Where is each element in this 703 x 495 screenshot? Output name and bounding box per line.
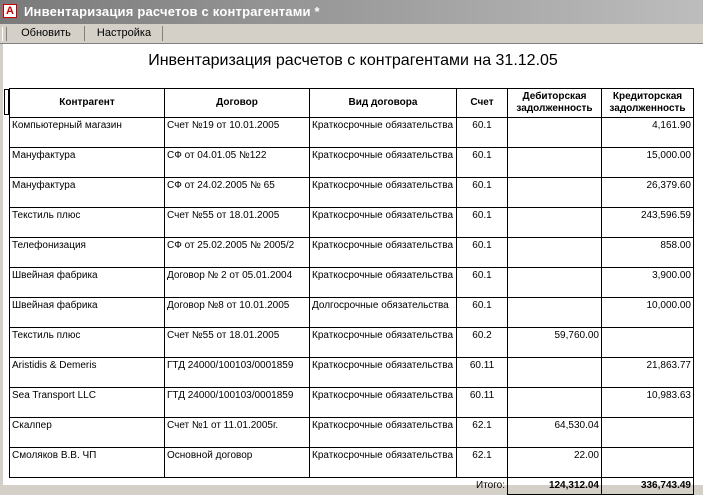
- table-row[interactable]: [10, 388, 694, 418]
- cell-credit[interactable]: 10,000.00: [602, 298, 694, 328]
- inventory-table: [9, 88, 694, 495]
- cell-account[interactable]: 62.1: [457, 418, 508, 448]
- header-contract: Договор: [165, 89, 310, 118]
- cell-contract[interactable]: Счет №55 от 18.01.2005: [165, 208, 310, 238]
- cell-credit[interactable]: [602, 328, 694, 358]
- cell-contract[interactable]: Счет №1 от 11.01.2005г.: [165, 418, 310, 448]
- window-titlebar: [0, 0, 703, 24]
- cell-account[interactable]: 60.11: [457, 388, 508, 418]
- table-row[interactable]: [10, 178, 694, 208]
- cell-account[interactable]: 60.1: [457, 118, 508, 148]
- cell-account[interactable]: 62.1: [457, 448, 508, 478]
- header-debit: Дебиторская задолженность: [508, 89, 602, 118]
- table-row[interactable]: [10, 298, 694, 328]
- totals-row: [10, 478, 694, 495]
- report-area: [3, 44, 703, 491]
- cell-debit[interactable]: [508, 268, 602, 298]
- cell-account[interactable]: 60.1: [457, 238, 508, 268]
- cell-debit[interactable]: [508, 238, 602, 268]
- cell-contract[interactable]: Договор №8 от 10.01.2005: [165, 298, 310, 328]
- cell-contract-type[interactable]: Краткосрочные обязательства: [310, 268, 457, 298]
- cell-contract[interactable]: ГТД 24000/100103/0001859: [165, 358, 310, 388]
- table-row[interactable]: [10, 238, 694, 268]
- cell-contract[interactable]: СФ от 04.01.05 №122: [165, 148, 310, 178]
- cell-counterparty[interactable]: Скалпер: [10, 418, 165, 448]
- table-header-row: [10, 89, 694, 118]
- app-icon: A: [3, 4, 17, 18]
- cell-credit[interactable]: 15,000.00: [602, 148, 694, 178]
- totals-label: Итого:: [476, 480, 505, 491]
- cell-counterparty[interactable]: Швейная фабрика: [10, 268, 165, 298]
- cell-contract-type[interactable]: Краткосрочные обязательства: [310, 238, 457, 268]
- cell-debit[interactable]: [508, 358, 602, 388]
- cell-contract-type[interactable]: Краткосрочные обязательства: [310, 418, 457, 448]
- cell-contract[interactable]: Основной договор: [165, 448, 310, 478]
- cell-debit[interactable]: 64,530.04: [508, 418, 602, 448]
- table-row[interactable]: [10, 268, 694, 298]
- cell-counterparty[interactable]: Текстиль плюс: [10, 208, 165, 238]
- table-row[interactable]: [10, 358, 694, 388]
- report-title: Инвентаризация расчетов с контрагентами на 31.12.05: [148, 52, 558, 69]
- table-row[interactable]: [10, 208, 694, 238]
- table-row[interactable]: [10, 418, 694, 448]
- table-row[interactable]: [10, 448, 694, 478]
- totals-credit: 336,743.49: [602, 478, 694, 495]
- cell-account[interactable]: 60.2: [457, 328, 508, 358]
- cell-counterparty[interactable]: Мануфактура: [10, 148, 165, 178]
- totals-debit: 124,312.04: [508, 478, 602, 495]
- cell-debit[interactable]: [508, 178, 602, 208]
- cell-counterparty[interactable]: Швейная фабрика: [10, 298, 165, 328]
- cell-credit[interactable]: 21,863.77: [602, 358, 694, 388]
- cell-counterparty[interactable]: Телефонизация: [10, 238, 165, 268]
- cell-contract[interactable]: Договор № 2 от 05.01.2004: [165, 268, 310, 298]
- cell-contract-type[interactable]: Краткосрочные обязательства: [310, 178, 457, 208]
- cell-counterparty[interactable]: Sea Transport LLC: [10, 388, 165, 418]
- cell-debit[interactable]: [508, 208, 602, 238]
- cell-contract-type[interactable]: Краткосрочные обязательства: [310, 118, 457, 148]
- cell-contract-type[interactable]: Краткосрочные обязательства: [310, 388, 457, 418]
- settings-button[interactable]: Настройка: [86, 26, 163, 41]
- cell-credit[interactable]: 26,379.60: [602, 178, 694, 208]
- toolbar: [0, 25, 703, 44]
- cell-contract[interactable]: Счет №55 от 18.01.2005: [165, 328, 310, 358]
- cell-contract[interactable]: СФ от 24.02.2005 № 65: [165, 178, 310, 208]
- header-counterparty: Контрагент: [10, 89, 165, 118]
- cell-contract-type[interactable]: Долгосрочные обязательства: [310, 298, 457, 328]
- cell-credit[interactable]: [602, 418, 694, 448]
- cell-debit[interactable]: 22.00: [508, 448, 602, 478]
- table-row[interactable]: [10, 118, 694, 148]
- cell-contract-type[interactable]: Краткосрочные обязательства: [310, 208, 457, 238]
- cell-credit[interactable]: 3,900.00: [602, 268, 694, 298]
- window-title: Инвентаризация расчетов с контрагентами *: [24, 4, 320, 19]
- refresh-button[interactable]: Обновить: [8, 26, 85, 41]
- cell-account[interactable]: 60.1: [457, 298, 508, 328]
- cell-credit[interactable]: 858.00: [602, 238, 694, 268]
- cell-contract[interactable]: СФ от 25.02.2005 № 2005/2: [165, 238, 310, 268]
- cell-contract-type[interactable]: Краткосрочные обязательства: [310, 328, 457, 358]
- cell-contract-type[interactable]: Краткосрочные обязательства: [310, 448, 457, 478]
- cell-account[interactable]: 60.1: [457, 148, 508, 178]
- cell-contract[interactable]: ГТД 24000/100103/0001859: [165, 388, 310, 418]
- cell-contract-type[interactable]: Краткосрочные обязательства: [310, 358, 457, 388]
- cell-counterparty[interactable]: Смоляков В.В. ЧП: [10, 448, 165, 478]
- cell-credit[interactable]: 4,161.90: [602, 118, 694, 148]
- cell-account[interactable]: 60.1: [457, 208, 508, 238]
- toolbar-grip[interactable]: [2, 27, 7, 41]
- cell-debit[interactable]: 59,760.00: [508, 328, 602, 358]
- cell-debit[interactable]: [508, 118, 602, 148]
- cell-debit[interactable]: [508, 148, 602, 178]
- header-contract-type: Вид договора: [310, 89, 457, 118]
- cell-credit[interactable]: 10,983.63: [602, 388, 694, 418]
- cell-account[interactable]: 60.11: [457, 358, 508, 388]
- cell-account[interactable]: 60.1: [457, 178, 508, 208]
- cell-counterparty[interactable]: Текстиль плюс: [10, 328, 165, 358]
- header-account: Счет: [457, 89, 508, 118]
- cell-debit[interactable]: [508, 298, 602, 328]
- cell-counterparty[interactable]: Компьютерный магазин: [10, 118, 165, 148]
- cell-credit[interactable]: [602, 448, 694, 478]
- cell-counterparty[interactable]: Aristidis & Demeris: [10, 358, 165, 388]
- cell-counterparty[interactable]: Мануфактура: [10, 178, 165, 208]
- table-row[interactable]: [10, 148, 694, 178]
- cell-account[interactable]: 60.1: [457, 268, 508, 298]
- cell-contract[interactable]: Счет №19 от 10.01.2005: [165, 118, 310, 148]
- cell-contract-type[interactable]: Краткосрочные обязательства: [310, 148, 457, 178]
- header-credit: Кредиторская задолженность: [602, 89, 694, 118]
- cell-debit[interactable]: [508, 388, 602, 418]
- table-row[interactable]: [10, 328, 694, 358]
- cell-credit[interactable]: 243,596.59: [602, 208, 694, 238]
